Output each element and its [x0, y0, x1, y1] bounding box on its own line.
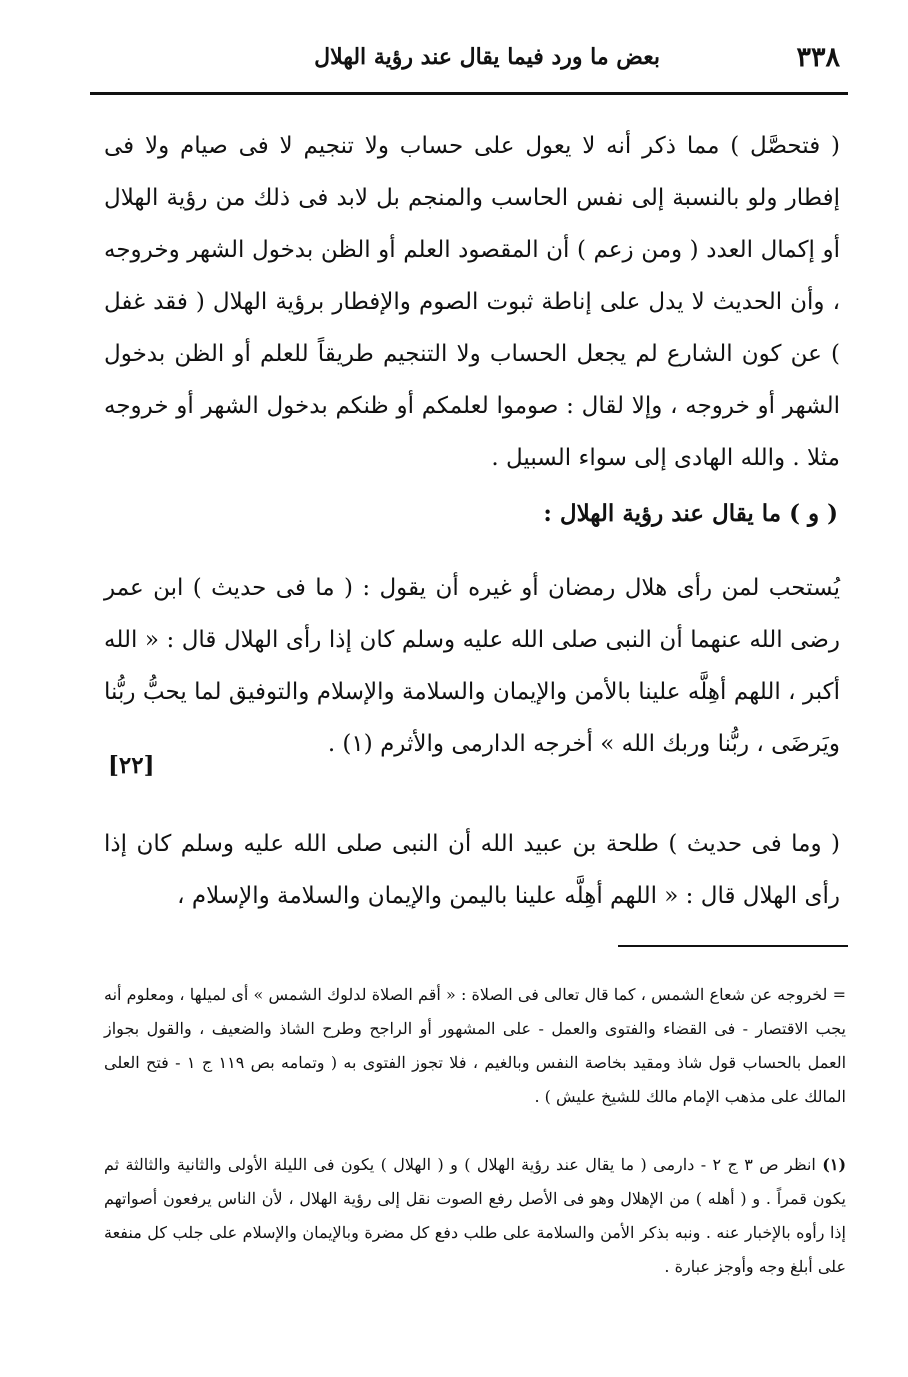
footnote-1-marker: (١) [822, 1155, 847, 1174]
footnote-1 [104, 1148, 846, 1284]
footnote-1-container [104, 1148, 846, 1284]
main-paragraph-2: يُستحب لمن رأى هلال رمضان أو غيره أن يقول : ( ما فى حديث ) ابن عمر رضى الله عنهما أن النبى صلى الله عليه وسلم كان إذا رأى الهلال قال : « الله أكبر ، اللهم أهِلَّه علينا بالأمن والإيمان والسلامة والإسلام والتوفيق لما يحبُّ ربُّنا ويَرضَى ، ربُّنا وربك الله » أخرجه الدارمى والأثرم (١) . [104, 575, 840, 757]
page-number: ٣٣٨ [796, 42, 840, 73]
hadith-number: [٢٢] [108, 752, 155, 779]
header-rule [90, 92, 848, 95]
main-paragraph-1: ( فتحصَّل ) مما ذكر أنه لا يعول على حساب ولا تنجيم لا فى صيام ولا فى إفطار ولو بالنسبة إلى نفس الحاسب والمنجم بل لابد فى ذلك من رؤية الهلال أو إكمال العدد ( ومن زعم ) أن المقصود العلم أو الظن بدخول الشهر وخروجه ، وأن الحديث لا يدل على إناطة ثبوت الصوم والإفطار برؤية الهلال ( فقد غفل ) عن كون الشارع لم يجعل الحساب ولا التنجيم طريقاً للعلم أو الظن بدخول الشهر أو خروجه ، وإلا لقال : صوموا لعلمكم أو ظنكم بدخول الشهر أو خروجه مثلا . والله الهادى إلى سواء السبيل . [104, 133, 840, 471]
running-title: بعض ما ورد فيما يقال عند رؤية الهلال [314, 44, 660, 70]
main-paragraph-3-container [104, 818, 840, 922]
main-paragraph-2-container [104, 562, 840, 770]
footnote-continuation-container [104, 978, 846, 1114]
section-heading: ( و ) ما يقال عند رؤية الهلال : [543, 500, 838, 527]
main-paragraph-3: ( وما فى حديث ) طلحة بن عبيد الله أن النبى صلى الله عليه وسلم كان إذا رأى الهلال قال : « اللهم أهِلَّه علينا باليمن والإيمان والسلامة والإسلام ، [104, 831, 840, 909]
page-header [90, 38, 850, 90]
main-paragraph-1-container [104, 120, 840, 484]
footnote-continuation: = لخروجه عن شعاع الشمس ، كما قال تعالى فى الصلاة : « أقم الصلاة لدلوك الشمس » أى لميلها ، ومعلوم أنه يجب الاقتصار - فى القضاء والفتوى والعمل - على المشهور أو الراجح وطرح الشاذ والضعيف ، والقول بجواز العمل بالحساب قول شاذ ومقيد بخاصة النفس وبالغيم ، فلا تجوز الفتوى به ( وتمامه بص ١١٩ ج ١ - فتح العلى المالك على مذهب الإمام مالك للشيخ عليش ) . [104, 985, 847, 1106]
footnote-1-text: انظر ص ٣ ج ٢ - دارمى ( ما يقال عند رؤية الهلال ) و ( الهلال ) يكون فى الليلة الأولى والثانية والثالثة ثم يكون قمراً . و ( أهله ) من الإهلال وهو فى الأصل رفع الصوت نقل إلى رؤية الهلال ، لأن الناس يرفعون أصواتهم إذا رأوه بالإخبار عنه . ونبه بذكر الأمن والسلامة على طلب دفع كل مضرة وبالإيمان والإسلام على جلب كل منفعة على أبلغ وجه وأوجز عبارة . [104, 1155, 846, 1276]
footnote-separator [618, 945, 848, 947]
